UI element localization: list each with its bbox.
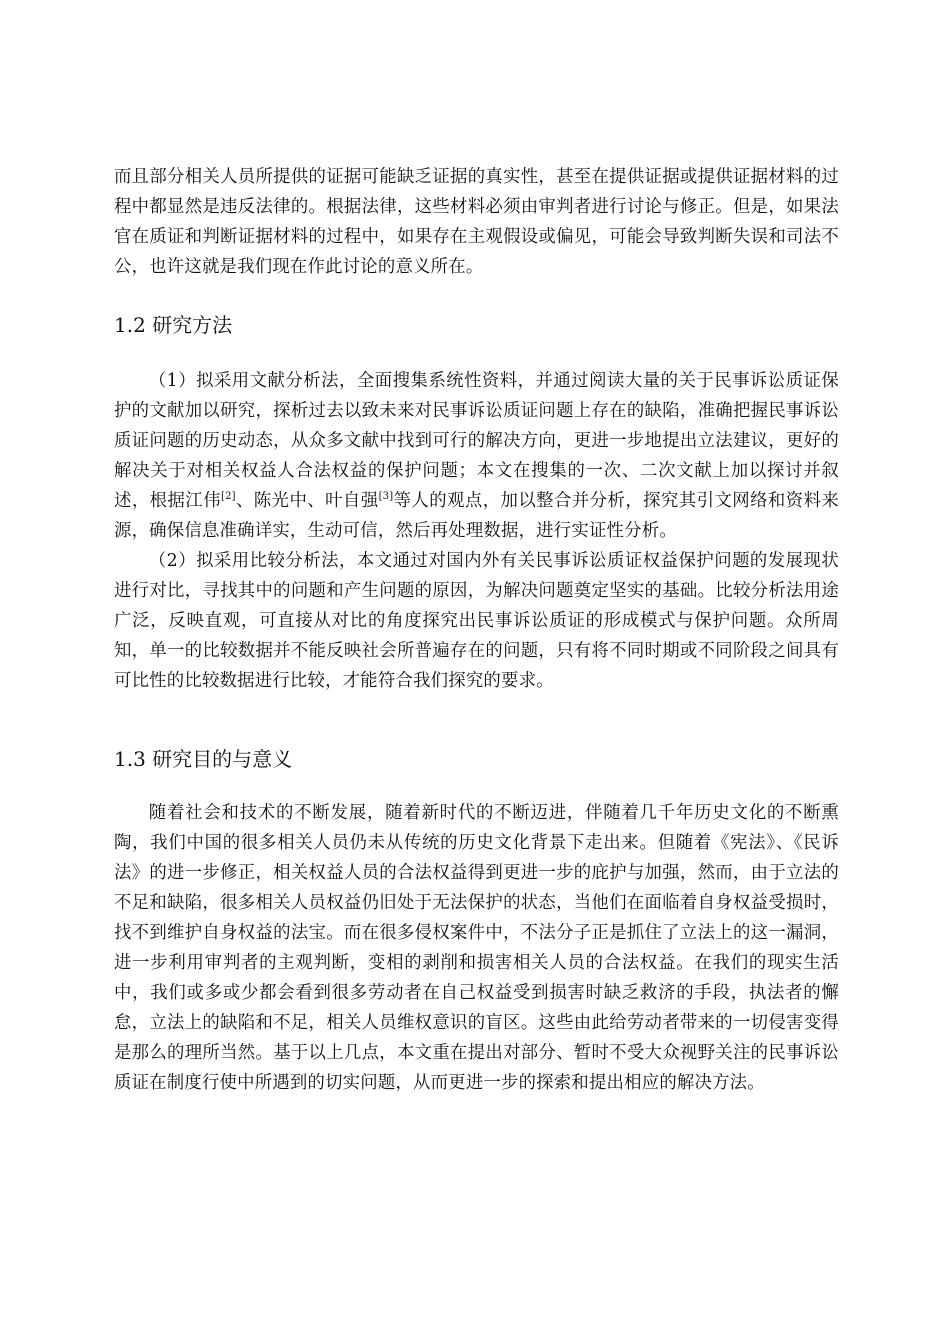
method-paragraph-1-text-b: 、陈光中、叶自强 bbox=[235, 491, 379, 511]
citation-ref-3: [3] bbox=[378, 491, 394, 502]
method-paragraph-1-text-c: 等人的观点，加以整合并分析，探究其引文网络和资料来源，确保信息准确详实，生动可信，然后再处理数据，进行实证性分析。 bbox=[114, 491, 839, 541]
document-page bbox=[114, 162, 839, 1098]
intro-paragraph: 而且部分相关人员所提供的证据可能缺乏证据的真实性，甚至在提供证据或提供证据材料的过程中都显然是违反法律的。根据法律，这些材料必须由审判者进行讨论与修正。但是，如果法官在质证和判断证据材料的过程中，如果存在主观假设或偏见，可能会导致判断失误和司法不公，也许这就是我们现在作此讨论的意义所在。 bbox=[114, 167, 839, 277]
section-heading-1-3: 1.3 研究目的与意义 bbox=[114, 747, 293, 771]
method-paragraph-1-text-a: （1）拟采用文献分析法，全面搜集系统性资料，并通过阅读大量的关于民事诉讼质证保护的文献加以研究，探析过去以致未来对民事诉讼质证问题上存在的缺陷，准确把握民事诉讼质证问题的历史动态，从众多文献中找到可行的解决方向，更进一步地提出立法建议，更好的解决关于对相关权益人合法权益的保护问题；本文在搜集的一次、二次文献上加以探讨并叙述，根据江伟 bbox=[114, 371, 839, 511]
citation-ref-2: [2] bbox=[220, 491, 236, 502]
purpose-paragraph: 随着社会和技术的不断发展，随着新时代的不断迈进，伴随着几千年历史文化的不断熏陶，我们中国的很多相关人员仍未从传统的历史文化背景下走出来。但随着《宪法》、《民诉法》的进一步修正，相关权益人员的合法权益得到更进一步的庇护与加强，然而，由于立法的不足和缺陷，很多相关人员权益仍旧处于无法保护的状态，当他们在面临着自身权益受损时，找不到维护自身权益的法宝。而在很多侵权案件中，不法分子正是抓住了立法上的这一漏洞，进一步利用审判者的主观判断，变相的剥削和损害相关人员的合法权益。在我们的现实生活中，我们或多或少都会看到很多劳动者在自己权益受到损害时缺乏救济的手段，执法者的懈怠，立法上的缺陷和不足，相关人员维权意识的盲区。这些由此给劳动者带来的一切侵害变得是那么的理所当然。基于以上几点，本文重在提出对部分、暂时不受大众视野关注的民事诉讼质证在制度行使中所遇到的切实问题，从而更进一步的探索和提出相应的解决方法。 bbox=[114, 803, 839, 1093]
section-heading-1-2: 1.2 研究方法 bbox=[114, 313, 233, 337]
method-paragraph-2: （2）拟采用比较分析法，本文通过对国内外有关民事诉讼质证权益保护问题的发展现状进行对比，寻找其中的问题和产生问题的原因，为解决问题奠定坚实的基础。比较分析法用途广泛，反映直观，可直接从对比的角度探究出民事诉讼质证的形成模式与保护问题。众所周知，单一的比较数据并不能反映社会所普遍存在的问题，只有将不同时期或不同阶段之间具有可比性的比较数据进行比较，才能符合我们探究的要求。 bbox=[114, 551, 839, 691]
method-paragraph-1 bbox=[114, 366, 839, 546]
